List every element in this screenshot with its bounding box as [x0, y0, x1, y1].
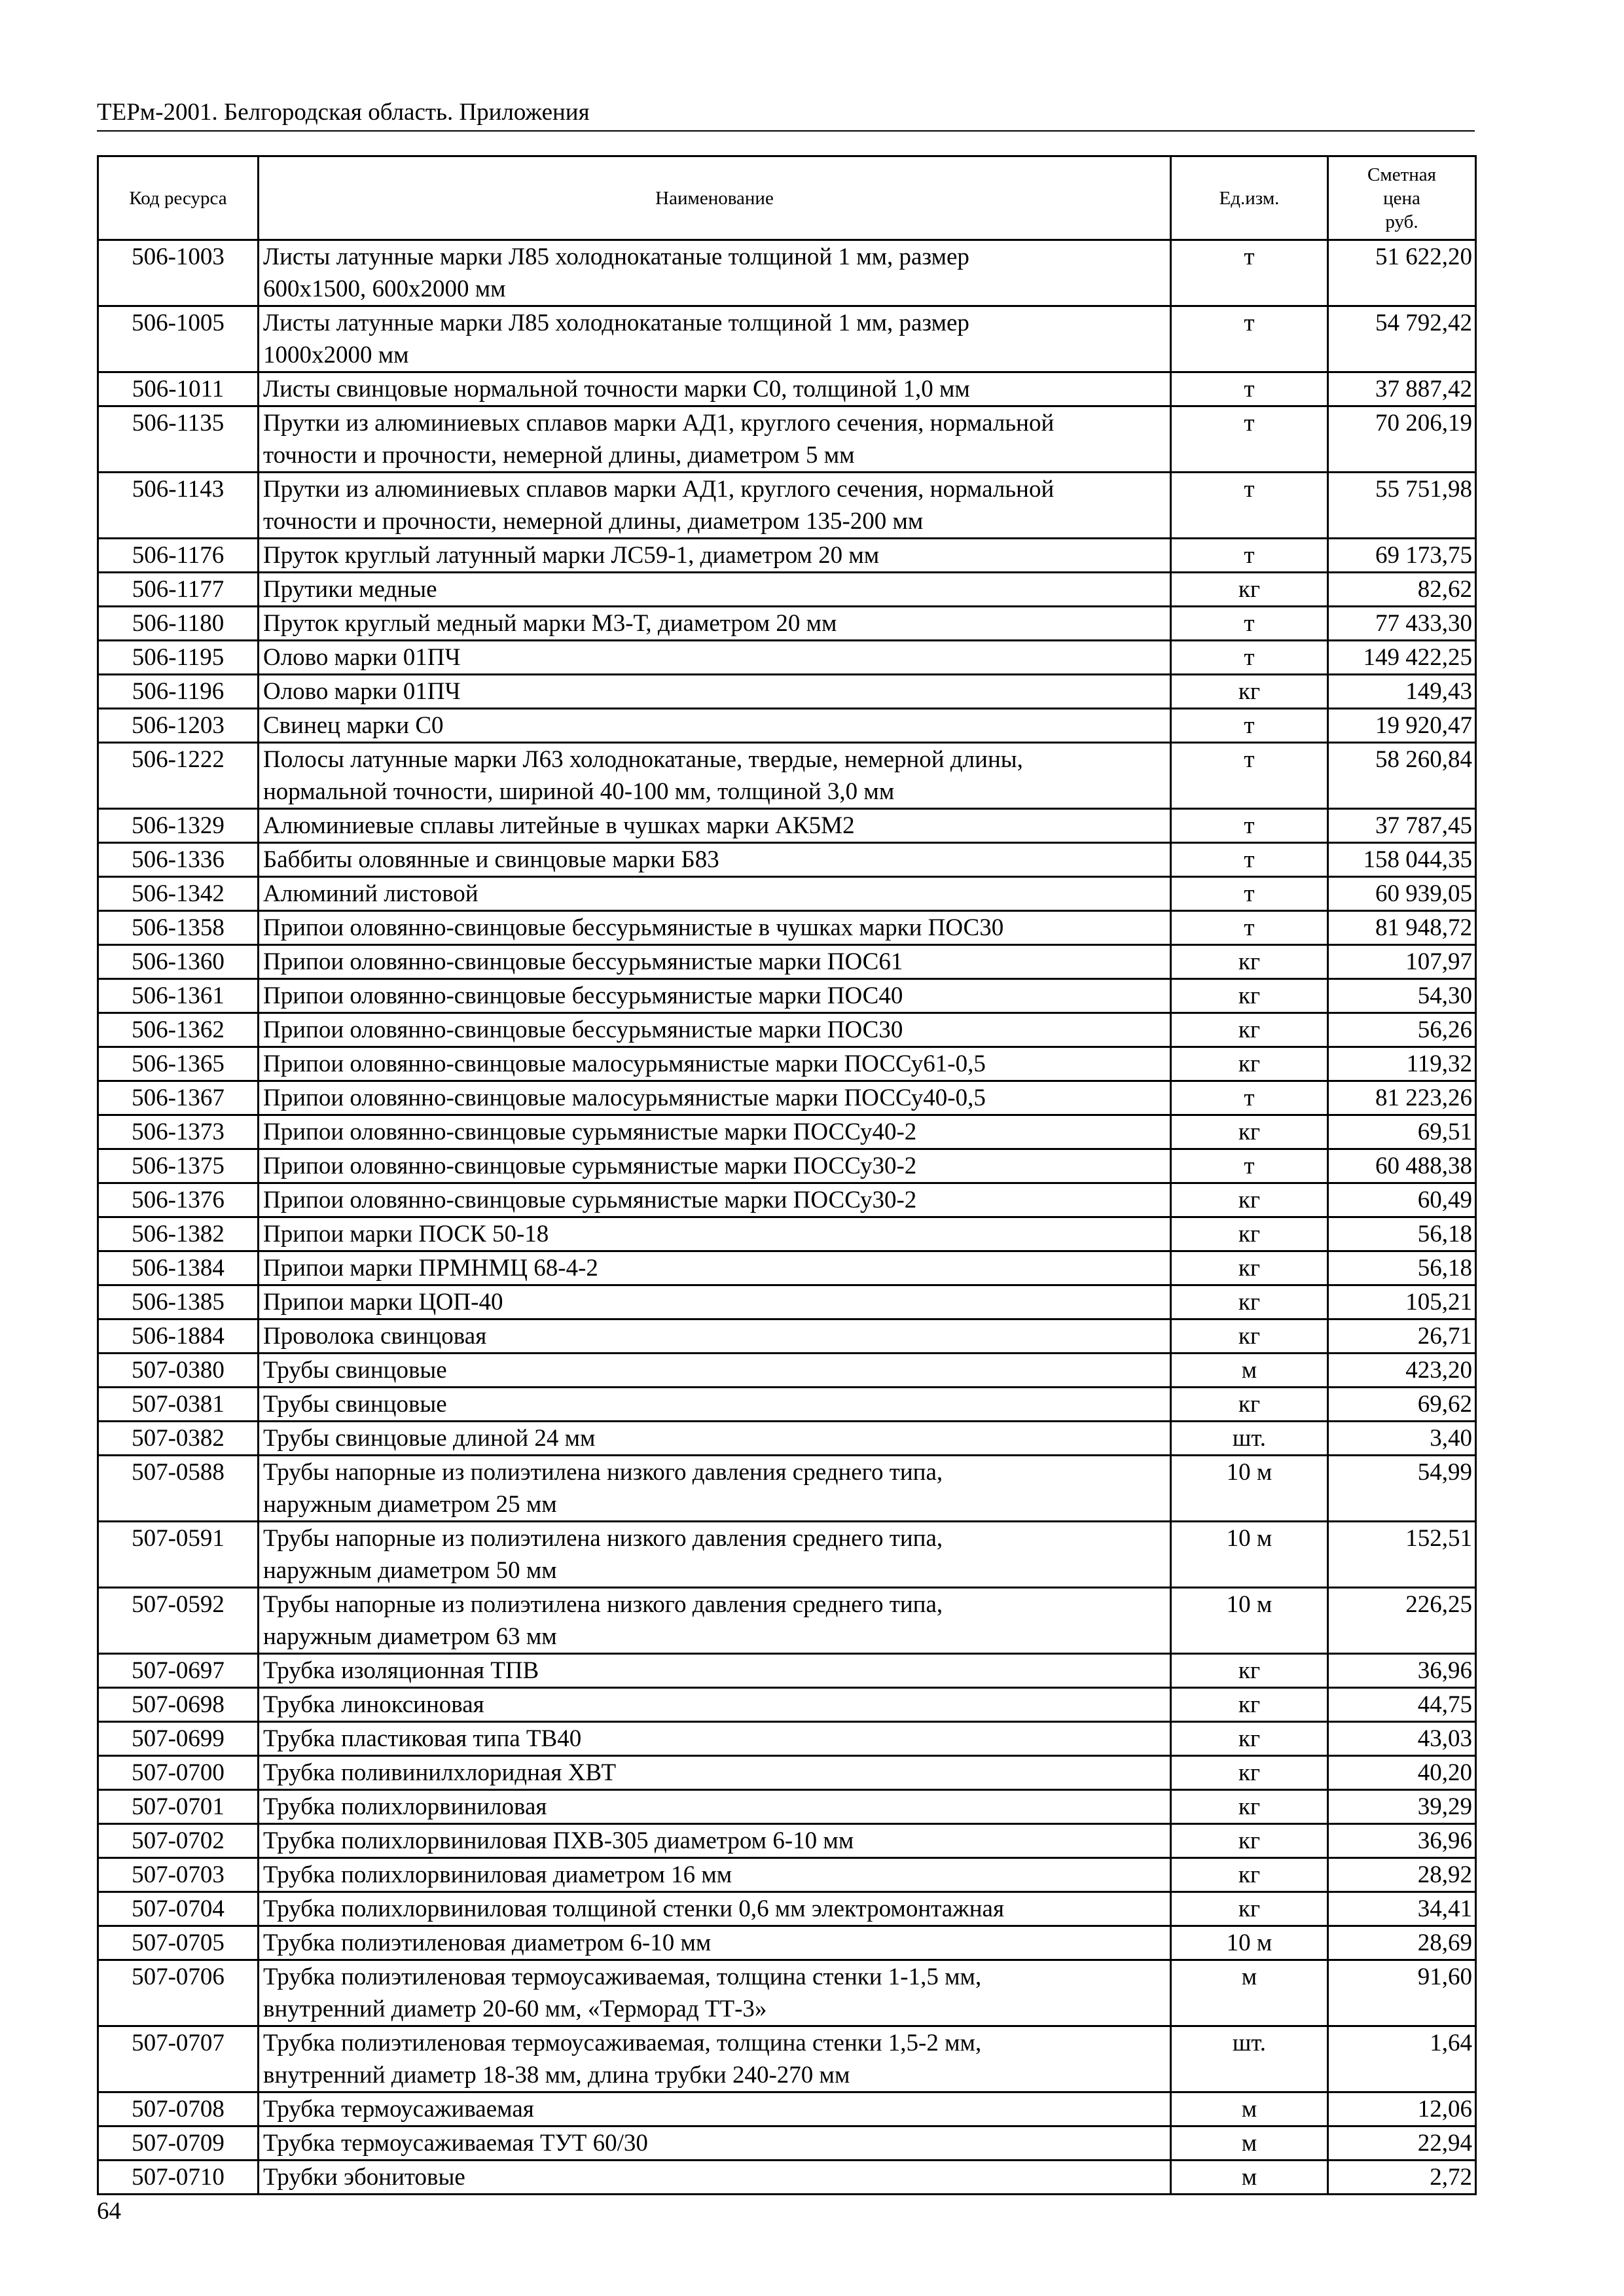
table-row	[98, 1183, 1476, 1217]
resource-code-cell: 506-1143	[98, 473, 259, 539]
table-header-row	[98, 156, 1476, 240]
table-row	[98, 1960, 1476, 2026]
price-cell: 2,72	[1328, 2161, 1476, 2195]
price-cell: 158 044,35	[1328, 843, 1476, 877]
price-cell: 60 488,38	[1328, 1149, 1476, 1183]
unit-cell: кг	[1171, 675, 1328, 709]
table-row	[98, 809, 1476, 843]
resource-name-cell: Припои оловянно-свинцовые сурьмянистые марки ПОССу30-2	[259, 1183, 1171, 1217]
price-cell: 28,92	[1328, 1858, 1476, 1892]
unit-cell: кг	[1171, 1756, 1328, 1790]
price-cell: 70 206,19	[1328, 406, 1476, 473]
resource-name-cell: Трубы напорные из полиэтилена низкого давления среднего типа, наружным диаметром 50 мм	[259, 1522, 1171, 1588]
unit-cell: т	[1171, 641, 1328, 675]
resource-code-cell: 507-0698	[98, 1688, 259, 1722]
table-row	[98, 1522, 1476, 1588]
resource-name-cell: Трубка линоксиновая	[259, 1688, 1171, 1722]
resource-code-cell: 507-0710	[98, 2161, 259, 2195]
resource-code-cell: 506-1329	[98, 809, 259, 843]
resource-name-cell: Трубка полихлорвиниловая ПХВ-305 диаметром 6-10 мм	[259, 1824, 1171, 1858]
unit-cell: кг	[1171, 1217, 1328, 1251]
unit-cell: 10 м	[1171, 1456, 1328, 1522]
unit-cell: м	[1171, 2092, 1328, 2126]
price-cell: 119,32	[1328, 1047, 1476, 1081]
price-cell: 107,97	[1328, 945, 1476, 979]
table-row	[98, 1115, 1476, 1149]
resource-code-cell: 507-0701	[98, 1790, 259, 1824]
unit-cell: м	[1171, 1354, 1328, 1388]
unit-cell: т	[1171, 607, 1328, 641]
table-row	[98, 1251, 1476, 1285]
table-row	[98, 2126, 1476, 2161]
table-row	[98, 406, 1476, 473]
price-cell: 51 622,20	[1328, 240, 1476, 306]
table-row	[98, 539, 1476, 573]
price-cell: 44,75	[1328, 1688, 1476, 1722]
resource-code-cell: 507-0381	[98, 1388, 259, 1422]
page-number: 64	[97, 2198, 121, 2225]
price-cell: 226,25	[1328, 1588, 1476, 1654]
column-header-price: Сметная цена руб.	[1328, 156, 1476, 240]
table-row	[98, 306, 1476, 372]
column-header-unit: Ед.изм.	[1171, 156, 1328, 240]
price-cell: 82,62	[1328, 573, 1476, 607]
price-cell: 58 260,84	[1328, 743, 1476, 809]
resource-name-cell: Припои оловянно-свинцовые малосурьмянистые марки ПОССу40-0,5	[259, 1081, 1171, 1115]
resource-name-cell: Прутки из алюминиевых сплавов марки АД1, круглого сечения, нормальной точности и прочности, немерной длины, диаметром 135-200 мм	[259, 473, 1171, 539]
price-cell: 55 751,98	[1328, 473, 1476, 539]
price-cell: 149,43	[1328, 675, 1476, 709]
unit-cell: т	[1171, 372, 1328, 406]
table-row	[98, 1588, 1476, 1654]
table-row	[98, 1756, 1476, 1790]
price-table	[97, 155, 1477, 2195]
table-row	[98, 743, 1476, 809]
resource-code-cell: 506-1360	[98, 945, 259, 979]
price-cell: 69,51	[1328, 1115, 1476, 1149]
table-row	[98, 1422, 1476, 1456]
price-cell: 69,62	[1328, 1388, 1476, 1422]
resource-name-cell: Пруток круглый латунный марки ЛС59-1, диаметром 20 мм	[259, 539, 1171, 573]
price-cell: 54,99	[1328, 1456, 1476, 1522]
resource-code-cell: 506-1222	[98, 743, 259, 809]
unit-cell: кг	[1171, 1654, 1328, 1688]
price-cell: 56,18	[1328, 1251, 1476, 1285]
price-cell: 43,03	[1328, 1722, 1476, 1756]
resource-name-cell: Олово марки 01ПЧ	[259, 675, 1171, 709]
resource-code-cell: 507-0700	[98, 1756, 259, 1790]
table-row	[98, 1790, 1476, 1824]
resource-code-cell: 506-1203	[98, 709, 259, 743]
table-row	[98, 1149, 1476, 1183]
price-cell: 423,20	[1328, 1354, 1476, 1388]
table-row	[98, 709, 1476, 743]
table-row	[98, 1047, 1476, 1081]
resource-name-cell: Припои оловянно-свинцовые бессурьмянистые марки ПОС30	[259, 1013, 1171, 1047]
resource-code-cell: 506-1003	[98, 240, 259, 306]
resource-code-cell: 507-0704	[98, 1892, 259, 1926]
unit-cell: шт.	[1171, 2026, 1328, 2092]
price-cell: 56,18	[1328, 1217, 1476, 1251]
price-cell: 34,41	[1328, 1892, 1476, 1926]
resource-code-cell: 506-1358	[98, 911, 259, 945]
unit-cell: кг	[1171, 573, 1328, 607]
unit-cell: кг	[1171, 1892, 1328, 1926]
table-row	[98, 945, 1476, 979]
unit-cell: т	[1171, 843, 1328, 877]
price-cell: 37 787,45	[1328, 809, 1476, 843]
price-cell: 149 422,25	[1328, 641, 1476, 675]
price-cell: 12,06	[1328, 2092, 1476, 2126]
unit-cell: т	[1171, 911, 1328, 945]
resource-name-cell: Трубка полиэтиленовая термоусаживаемая, толщина стенки 1-1,5 мм, внутренний диаметр 20-60 мм, «Терморад ТТ-3»	[259, 1960, 1171, 2026]
resource-name-cell: Прутики медные	[259, 573, 1171, 607]
resource-name-cell: Трубы свинцовые	[259, 1388, 1171, 1422]
unit-cell: т	[1171, 809, 1328, 843]
resource-name-cell: Припои оловянно-свинцовые сурьмянистые марки ПОССу40-2	[259, 1115, 1171, 1149]
unit-cell: 10 м	[1171, 1522, 1328, 1588]
table-row	[98, 2161, 1476, 2195]
resource-code-cell: 507-0588	[98, 1456, 259, 1522]
resource-code-cell: 506-1342	[98, 877, 259, 911]
resource-code-cell: 506-1005	[98, 306, 259, 372]
resource-code-cell: 507-0708	[98, 2092, 259, 2126]
price-cell: 152,51	[1328, 1522, 1476, 1588]
unit-cell: м	[1171, 2161, 1328, 2195]
table-row	[98, 1722, 1476, 1756]
table-row	[98, 1081, 1476, 1115]
table-row	[98, 1688, 1476, 1722]
resource-name-cell: Трубы свинцовые	[259, 1354, 1171, 1388]
unit-cell: кг	[1171, 979, 1328, 1013]
resource-name-cell: Проволока свинцовая	[259, 1319, 1171, 1354]
resource-name-cell: Припои марки ПРМНМЦ 68-4-2	[259, 1251, 1171, 1285]
resource-name-cell: Припои оловянно-свинцовые бессурьмянистые марки ПОС40	[259, 979, 1171, 1013]
resource-code-cell: 507-0591	[98, 1522, 259, 1588]
unit-cell: т	[1171, 709, 1328, 743]
resource-code-cell: 507-0592	[98, 1588, 259, 1654]
price-cell: 36,96	[1328, 1654, 1476, 1688]
table-row	[98, 1217, 1476, 1251]
price-table-container	[97, 155, 1475, 2195]
table-body	[98, 240, 1476, 2195]
resource-code-cell: 506-1367	[98, 1081, 259, 1115]
unit-cell: кг	[1171, 1319, 1328, 1354]
table-row	[98, 2026, 1476, 2092]
resource-code-cell: 507-0706	[98, 1960, 259, 2026]
price-cell: 105,21	[1328, 1285, 1476, 1319]
unit-cell: т	[1171, 240, 1328, 306]
resource-name-cell: Трубка термоусаживаемая	[259, 2092, 1171, 2126]
table-row	[98, 877, 1476, 911]
table-row	[98, 573, 1476, 607]
resource-code-cell: 506-1373	[98, 1115, 259, 1149]
price-cell: 77 433,30	[1328, 607, 1476, 641]
resource-name-cell: Трубка поливинилхлоридная ХВТ	[259, 1756, 1171, 1790]
resource-code-cell: 507-0702	[98, 1824, 259, 1858]
unit-cell: т	[1171, 306, 1328, 372]
price-cell: 60 939,05	[1328, 877, 1476, 911]
table-row	[98, 1858, 1476, 1892]
resource-name-cell: Припои оловянно-свинцовые бессурьмянистые марки ПОС61	[259, 945, 1171, 979]
resource-name-cell: Листы свинцовые нормальной точности марки С0, толщиной 1,0 мм	[259, 372, 1171, 406]
resource-name-cell: Трубка термоусаживаемая ТУТ 60/30	[259, 2126, 1171, 2161]
table-row	[98, 641, 1476, 675]
unit-cell: 10 м	[1171, 1926, 1328, 1960]
unit-cell: кг	[1171, 1722, 1328, 1756]
table-row	[98, 607, 1476, 641]
unit-cell: кг	[1171, 945, 1328, 979]
unit-cell: кг	[1171, 1047, 1328, 1081]
resource-name-cell: Трубка полихлорвиниловая толщиной стенки 0,6 мм электромонтажная	[259, 1892, 1171, 1926]
table-row	[98, 1824, 1476, 1858]
price-cell: 54 792,42	[1328, 306, 1476, 372]
resource-name-cell: Баббиты оловянные и свинцовые марки Б83	[259, 843, 1171, 877]
table-row	[98, 372, 1476, 406]
unit-cell: кг	[1171, 1858, 1328, 1892]
resource-code-cell: 507-0703	[98, 1858, 259, 1892]
table-row	[98, 1654, 1476, 1688]
unit-cell: т	[1171, 877, 1328, 911]
resource-name-cell: Пруток круглый медный марки М3-Т, диаметром 20 мм	[259, 607, 1171, 641]
resource-name-cell: Трубы напорные из полиэтилена низкого давления среднего типа, наружным диаметром 63 мм	[259, 1588, 1171, 1654]
price-cell: 81 948,72	[1328, 911, 1476, 945]
price-cell: 3,40	[1328, 1422, 1476, 1456]
resource-code-cell: 506-1385	[98, 1285, 259, 1319]
price-cell: 40,20	[1328, 1756, 1476, 1790]
table-row	[98, 843, 1476, 877]
resource-code-cell: 506-1336	[98, 843, 259, 877]
resource-name-cell: Припои марки ЦОП-40	[259, 1285, 1171, 1319]
document-title: ТЕРм-2001. Белгородская область. Приложения	[97, 99, 590, 126]
table-row	[98, 240, 1476, 306]
price-cell: 28,69	[1328, 1926, 1476, 1960]
unit-cell: м	[1171, 2126, 1328, 2161]
resource-code-cell: 507-0382	[98, 1422, 259, 1456]
resource-name-cell: Полосы латунные марки Л63 холоднокатаные, твердые, немерной длины, нормальной точности, шириной 40-100 мм, толщиной 3,0 мм	[259, 743, 1171, 809]
resource-code-cell: 506-1011	[98, 372, 259, 406]
unit-cell: т	[1171, 1149, 1328, 1183]
unit-cell: т	[1171, 539, 1328, 573]
resource-name-cell: Свинец марки С0	[259, 709, 1171, 743]
unit-cell: т	[1171, 473, 1328, 539]
resource-code-cell: 507-0709	[98, 2126, 259, 2161]
price-cell: 19 920,47	[1328, 709, 1476, 743]
page-header	[97, 97, 1475, 132]
table-row	[98, 1892, 1476, 1926]
column-header-name: Наименование	[259, 156, 1171, 240]
resource-code-cell: 506-1135	[98, 406, 259, 473]
resource-code-cell: 506-1376	[98, 1183, 259, 1217]
table-row	[98, 1319, 1476, 1354]
table-row	[98, 675, 1476, 709]
resource-code-cell: 506-1382	[98, 1217, 259, 1251]
table-row	[98, 1285, 1476, 1319]
resource-code-cell: 506-1361	[98, 979, 259, 1013]
resource-code-cell: 506-1375	[98, 1149, 259, 1183]
resource-code-cell: 507-0697	[98, 1654, 259, 1688]
unit-cell: т	[1171, 743, 1328, 809]
table-row	[98, 1926, 1476, 1960]
unit-cell: кг	[1171, 1790, 1328, 1824]
resource-name-cell: Трубка полиэтиленовая термоусаживаемая, толщина стенки 1,5-2 мм, внутренний диаметр 18-38 мм, длина трубки 240-270 мм	[259, 2026, 1171, 2092]
resource-code-cell: 506-1177	[98, 573, 259, 607]
resource-name-cell: Припои марки ПОСК 50-18	[259, 1217, 1171, 1251]
resource-name-cell: Трубка полиэтиленовая диаметром 6-10 мм	[259, 1926, 1171, 1960]
unit-cell: кг	[1171, 1183, 1328, 1217]
table-row	[98, 1354, 1476, 1388]
resource-code-cell: 507-0707	[98, 2026, 259, 2092]
resource-code-cell: 506-1195	[98, 641, 259, 675]
resource-name-cell: Припои оловянно-свинцовые бессурьмянистые в чушках марки ПОС30	[259, 911, 1171, 945]
unit-cell: кг	[1171, 1251, 1328, 1285]
resource-name-cell: Трубка полихлорвиниловая	[259, 1790, 1171, 1824]
table-row	[98, 1456, 1476, 1522]
unit-cell: кг	[1171, 1285, 1328, 1319]
price-cell: 37 887,42	[1328, 372, 1476, 406]
resource-code-cell: 506-1180	[98, 607, 259, 641]
price-cell: 69 173,75	[1328, 539, 1476, 573]
table-row	[98, 911, 1476, 945]
unit-cell: т	[1171, 1081, 1328, 1115]
resource-code-cell: 507-0699	[98, 1722, 259, 1756]
price-cell: 54,30	[1328, 979, 1476, 1013]
resource-name-cell: Трубы свинцовые длиной 24 мм	[259, 1422, 1171, 1456]
price-cell: 26,71	[1328, 1319, 1476, 1354]
unit-cell: кг	[1171, 1013, 1328, 1047]
resource-name-cell: Трубка полихлорвиниловая диаметром 16 мм	[259, 1858, 1171, 1892]
price-cell: 81 223,26	[1328, 1081, 1476, 1115]
price-cell: 39,29	[1328, 1790, 1476, 1824]
table-row	[98, 979, 1476, 1013]
resource-code-cell: 507-0380	[98, 1354, 259, 1388]
price-cell: 91,60	[1328, 1960, 1476, 2026]
unit-cell: кг	[1171, 1115, 1328, 1149]
resource-name-cell: Алюминий листовой	[259, 877, 1171, 911]
unit-cell: шт.	[1171, 1422, 1328, 1456]
price-cell: 36,96	[1328, 1824, 1476, 1858]
resource-name-cell: Припои оловянно-свинцовые малосурьмянистые марки ПОССу61-0,5	[259, 1047, 1171, 1081]
table-row	[98, 473, 1476, 539]
resource-code-cell: 506-1196	[98, 675, 259, 709]
unit-cell: кг	[1171, 1824, 1328, 1858]
price-cell: 1,64	[1328, 2026, 1476, 2092]
resource-name-cell: Трубка пластиковая типа ТВ40	[259, 1722, 1171, 1756]
unit-cell: кг	[1171, 1688, 1328, 1722]
resource-code-cell: 506-1884	[98, 1319, 259, 1354]
price-cell: 60,49	[1328, 1183, 1476, 1217]
table-row	[98, 1388, 1476, 1422]
resource-code-cell: 506-1362	[98, 1013, 259, 1047]
resource-name-cell: Трубы напорные из полиэтилена низкого давления среднего типа, наружным диаметром 25 мм	[259, 1456, 1171, 1522]
resource-name-cell: Листы латунные марки Л85 холоднокатаные толщиной 1 мм, размер 1000x2000 мм	[259, 306, 1171, 372]
price-cell: 22,94	[1328, 2126, 1476, 2161]
resource-name-cell: Трубка изоляционная ТПВ	[259, 1654, 1171, 1688]
resource-name-cell: Припои оловянно-свинцовые сурьмянистые марки ПОССу30-2	[259, 1149, 1171, 1183]
resource-code-cell: 507-0705	[98, 1926, 259, 1960]
unit-cell: т	[1171, 406, 1328, 473]
table-row	[98, 1013, 1476, 1047]
unit-cell: кг	[1171, 1388, 1328, 1422]
unit-cell: м	[1171, 1960, 1328, 2026]
resource-name-cell: Трубки эбонитовые	[259, 2161, 1171, 2195]
unit-cell: 10 м	[1171, 1588, 1328, 1654]
resource-code-cell: 506-1384	[98, 1251, 259, 1285]
table-row	[98, 2092, 1476, 2126]
resource-code-cell: 506-1365	[98, 1047, 259, 1081]
resource-name-cell: Алюминиевые сплавы литейные в чушках марки АК5М2	[259, 809, 1171, 843]
column-header-code: Код ресурса	[98, 156, 259, 240]
resource-name-cell: Прутки из алюминиевых сплавов марки АД1, круглого сечения, нормальной точности и прочности, немерной длины, диаметром 5 мм	[259, 406, 1171, 473]
resource-name-cell: Олово марки 01ПЧ	[259, 641, 1171, 675]
price-cell: 56,26	[1328, 1013, 1476, 1047]
resource-code-cell: 506-1176	[98, 539, 259, 573]
resource-name-cell: Листы латунные марки Л85 холоднокатаные толщиной 1 мм, размер 600x1500, 600x2000 мм	[259, 240, 1171, 306]
